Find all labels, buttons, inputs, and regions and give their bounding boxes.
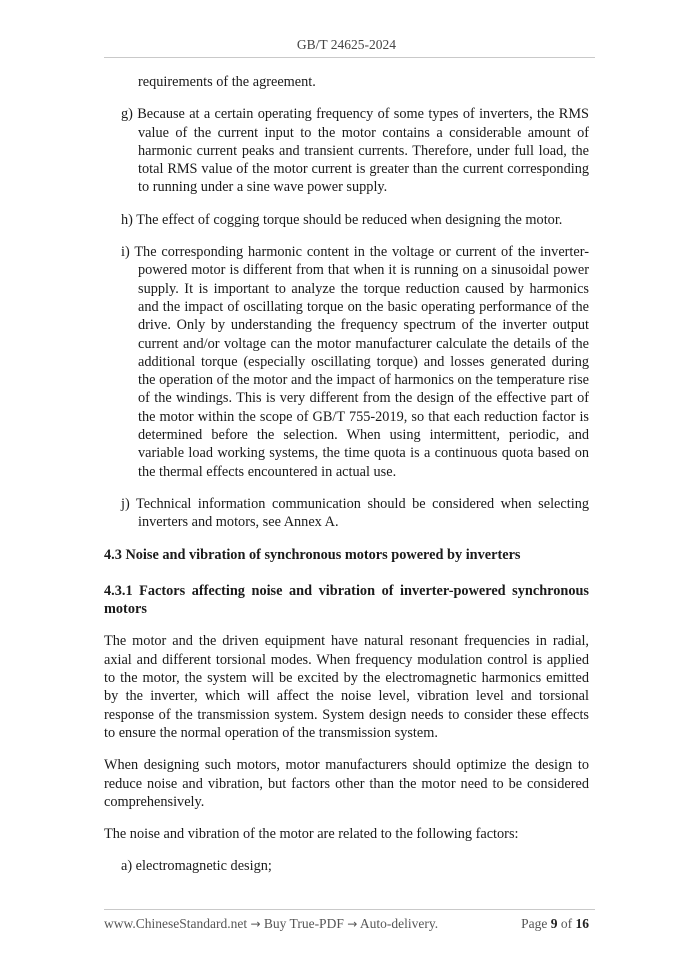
page-total: 16 [575,916,589,931]
paragraph-resonance: The motor and the driven equipment have natural resonant frequencies in radial, axial and different torsional modes. When frequency modulation control is applied to the motor, the system will be excited by the electromagnetic harmonics emitted by the inverter, which will affect the noise level, vibration level and torsional response of the transmission system. System design needs to consider these effects to ensure the normal operation of the transmission system. [104,633,589,741]
continued-text: requirements of the agreement. [138,74,316,90]
arrow-right-icon: → [250,917,261,931]
section-heading-4-3: 4.3 Noise and vibration of synchronous motors powered by inverters [104,546,521,563]
paragraph-design: When designing such motors, motor manufacturers should optimize the design to reduce noise and vibration, but factors other than the motor need to be considered comprehensively. [104,757,589,810]
page-indicator [521,916,589,932]
page-label: Page [521,916,548,931]
footer-divider [104,909,595,910]
paragraph-factors: The noise and vibration of the motor are related to the following factors: [104,826,519,843]
page-body [104,73,589,876]
document-code-header: GB/T 24625-2024 [296,37,397,52]
list-item-i: i) The corresponding harmonic content in the voltage or current of the inverter-powered motor is different from that when it is running on a sinusoidal power supply. It is important to analyze the torque reduction caused by harmonics and the impact of oscillating torque on the basic operating performance of the drive. Only by understanding the frequency spectrum of the inverter output current and/or voltage can the motor manufacturer calculate the details of the additional torque (especially oscillating torque) and losses generated during the operation of the motor and the impact of harmonics on the temperature rise of the windings. This is very different from the design of the effective part of the motor within the scope of GB/T 755-2019, so that each reduction factor is determined before the selection. When using intermittent, periodic, and variable load working systems, the time quota is a continuous quota based on the thermal effects encountered in actual use. [121,244,589,480]
list-item-h: h) The effect of cogging torque should be reduced when designing the motor. [121,211,563,228]
list-item-j: j) Technical information communication should be considered when selecting inverters and motors, see Annex A. [121,495,589,531]
of-label: of [560,916,573,931]
auto-delivery-text: Auto-delivery. [359,916,439,931]
section-heading-4-3-1: 4.3.1 Factors affecting noise and vibration of inverter-powered synchronous motors [104,582,589,618]
list-item-g: g) Because at a certain operating frequency of some types of inverters, the RMS value of the current input to the motor contains a considerable amount of harmonic current peaks and transient currents. Therefore, under full load, the total RMS value of the motor current is greater than the current corresponding to running under a sine wave power supply. [121,106,589,196]
arrow-right-icon: → [347,917,358,931]
buy-pdf-link[interactable]: Buy True-PDF [263,916,344,931]
site-link[interactable]: www.ChineseStandard.net [104,916,248,931]
page-number: 9 [550,916,558,931]
header-divider [104,57,595,58]
list-item-a: a) electromagnetic design; [121,858,272,875]
footer-links [104,916,438,932]
